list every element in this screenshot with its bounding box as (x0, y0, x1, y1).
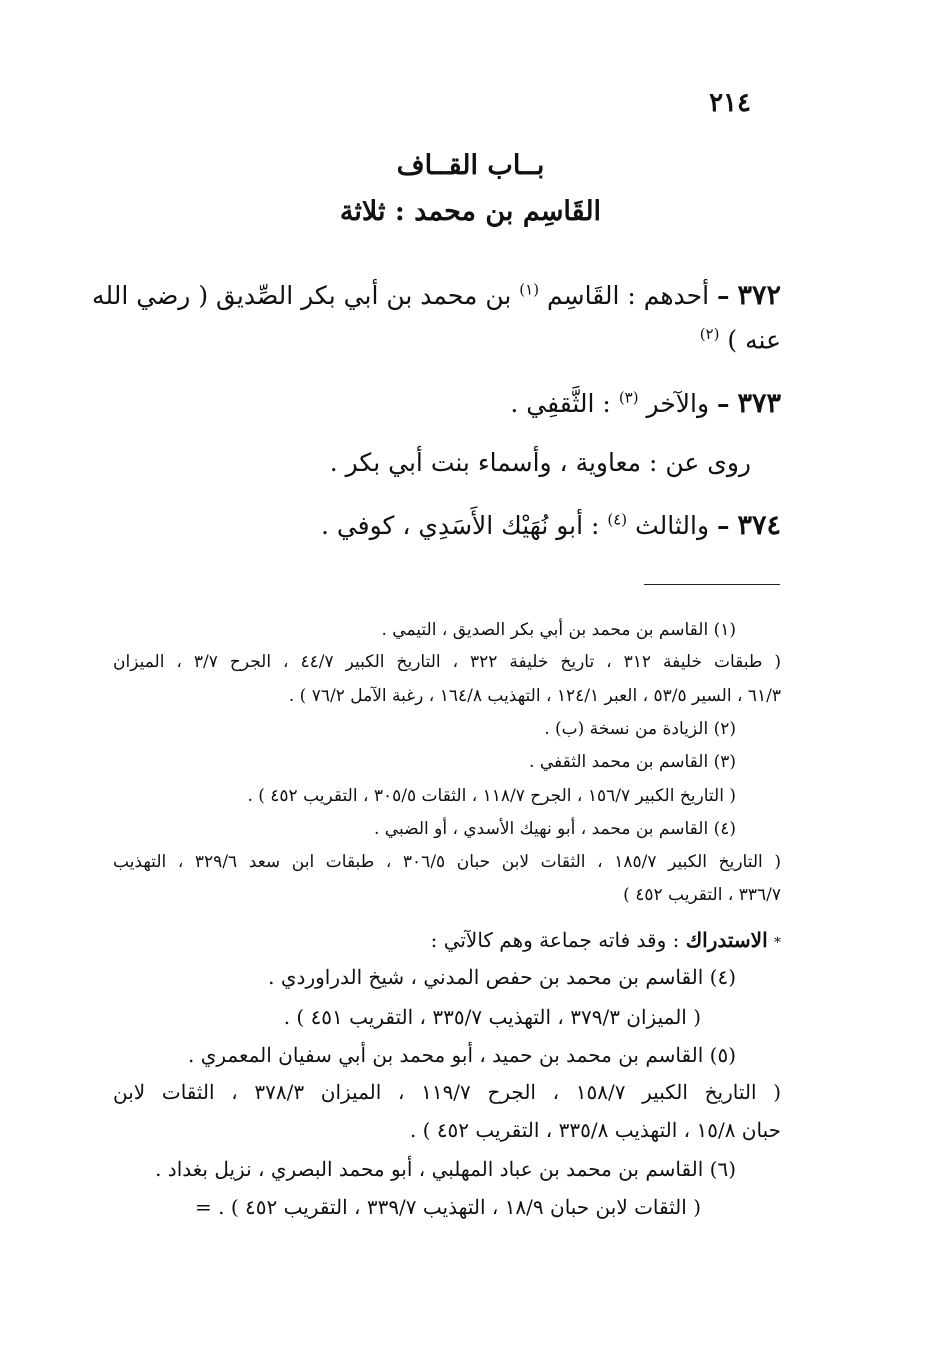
footnote-1-refs: ( طبقات خليفة ٣١٢ ، تاريخ خليفة ٣٢٢ ، التاريخ الكبير ٤٤/٧ ، الجرح ٣/٧ ، الميزان (113, 652, 781, 672)
addendum-line: ( الميزان ٣٧٩/٣ ، التهذيب ٣٣٥/٧ ، التقريب ٤٥١ ) . (283, 1005, 701, 1029)
addendum-title: الاستدراك (685, 928, 768, 952)
entry-number: ٣٧٢ (737, 280, 781, 311)
entry-text: : الثَّقفِي . (510, 389, 611, 418)
addendum-intro: : وقد فاته جماعة وهم كالآتي : (430, 928, 680, 952)
footnote-4-refs-cont: ٣٣٦/٧ ، التقريب ٤٥٢ ) (623, 885, 781, 905)
page-number: ٢١٤ (709, 88, 751, 118)
footnote-4-refs: ( التاريخ الكبير ١٨٥/٧ ، الثقات لابن حبان ٣٠٦/٥ ، طبقات ابن سعد ٣٢٩/٦ ، التهذيب (113, 852, 781, 872)
entry-text: : أبو نُهَيْك الأَسَدِي ، كوفي . (320, 511, 600, 540)
addendum-line: (٦) القاسم بن محمد بن عباد المهلبي ، أبو محمد البصري ، نزيل بغداد . (155, 1157, 736, 1181)
footnote-divider (644, 584, 780, 585)
addendum-line: ( التاريخ الكبير ١٥٨/٧ ، الجرح ١١٩/٧ ، الميزان ٣٧٨/٣ ، الثقات لابن (113, 1080, 781, 1104)
entry-text: والآخر (646, 389, 710, 418)
entry-373-line-2: روى عن : معاوية ، وأسماء بنت أبي بكر . (329, 448, 751, 477)
chapter-subtitle: القَاسِم بن محمد : ثلاثة (339, 196, 602, 227)
footnote-4: (٤) القاسم بن محمد ، أبو نهيك الأسدي ، أو الضبي . (373, 819, 736, 839)
footnote-ref: (٤) (607, 510, 628, 529)
footnote-ref: (١) (519, 280, 540, 299)
addendum-line: ( الثقات لابن حبان ١٨/٩ ، التهذيب ٣٣٩/٧ ، التقريب ٤٥٢ ) . = (195, 1195, 701, 1219)
entry-text: والثالث (635, 511, 710, 540)
entry-number: ٣٧٣ (737, 388, 781, 419)
footnote-1-refs-cont: ٦١/٣ ، السير ٥٣/٥ ، العبر ١٢٤/١ ، التهذيب ١٦٤/٨ ، رغبة الآمل ٧٦/٢ ) . (288, 686, 781, 706)
entry-text: أحدهم : القَاسِم (547, 281, 710, 310)
star-marker-icon: * (774, 935, 781, 951)
footnote-2: (٢) الزيادة من نسخة (ب) . (544, 719, 736, 739)
addendum-line: حبان ١٥/٨ ، التهذيب ٣٣٥/٨ ، التقريب ٤٥٢ ) . (409, 1118, 781, 1142)
footnote-3-refs: ( التاريخ الكبير ١٥٦/٧ ، الجرح ١١٨/٧ ، الثقات ٣٠٥/٥ ، التقريب ٤٥٢ ) . (247, 786, 736, 806)
addendum-heading (431, 928, 781, 952)
entry-number: ٣٧٤ (737, 510, 781, 541)
footnote-ref: (٣) (618, 388, 639, 407)
footnote-ref: (٢) (699, 325, 720, 343)
entry-373-line-1: ٣٧٣ – والآخر $^{(٣)}$ : الثَّقفِي . (510, 388, 781, 419)
addendum-line: (٥) القاسم بن محمد بن حميد ، أبو محمد بن أبي سفيان المعمري . (187, 1043, 736, 1067)
chapter-title: بــاب القــاف (396, 150, 545, 181)
addendum-line: (٤) القاسم بن محمد بن حفص المدني ، شيخ الدراوردي . (268, 965, 736, 989)
footnote-1: (١) القاسم بن محمد بن أبي بكر الصديق ، التيمي . (381, 620, 736, 640)
entry-372-line-2: عنه ) $^{(٢)}$ (699, 325, 781, 355)
entry-374-line-1: ٣٧٤ – والثالث $^{(٤)}$ : أبو نُهَيْك الأَسَدِي ، كوفي . (320, 510, 781, 541)
entry-372-line-1: ٣٧٢ – أحدهم : القَاسِم $^{(١)}$ بن محمد بن أبي بكر الصِّديق ( رضي الله (92, 280, 781, 311)
footnote-3: (٣) القاسم بن محمد الثقفي . (529, 752, 736, 772)
entry-text: بن محمد بن أبي بكر الصِّديق ( رضي الله (92, 281, 512, 310)
